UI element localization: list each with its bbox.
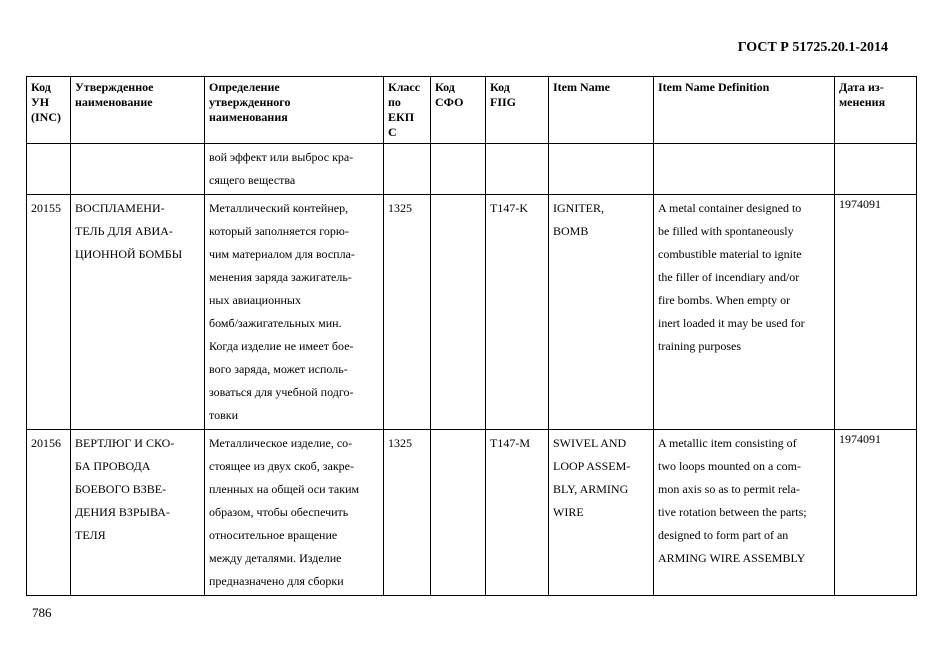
column-header <box>486 77 549 144</box>
cell-line: IGNITER, <box>553 201 604 215</box>
cell-line: two loops mounted on a com- <box>658 459 801 473</box>
cell-item-name <box>549 195 654 430</box>
cell-definition <box>205 195 384 430</box>
cell-line: Дата из- <box>839 80 884 94</box>
cell-line: ТЕЛЬ ДЛЯ АВИА- <box>75 224 173 238</box>
column-header <box>27 77 71 144</box>
cell-fiig <box>486 144 549 195</box>
page-number: 786 <box>32 605 52 620</box>
cell-line: BLY, ARMING <box>553 482 629 496</box>
column-header <box>654 77 835 144</box>
column-header <box>384 77 431 144</box>
cell-line: предназначено для сборки <box>209 574 344 588</box>
cell-line: ВОСПЛАМЕНИ- <box>75 201 165 215</box>
cell-line: FIIG <box>490 95 517 109</box>
column-header <box>71 77 205 144</box>
cell-line: ЦИОННОЙ БОМБЫ <box>75 247 183 261</box>
cell-line: ных авиационных <box>209 293 301 307</box>
cell-item-definition <box>654 430 835 596</box>
cell-definition <box>205 144 384 195</box>
cell-line: Класс <box>388 80 421 94</box>
cell-line: чим материалом для воспла- <box>209 247 355 261</box>
document-code: ГОСТ Р 51725.20.1-2014 <box>737 40 888 55</box>
cell-line: A metallic item consisting of <box>658 436 797 450</box>
cell-sfo <box>431 195 486 430</box>
cell-line: ВЕРТЛЮГ И СКО- <box>75 436 175 450</box>
cell-line: бомб/зажигательных мин. <box>209 316 342 330</box>
cell-line: combustible material to ignite <box>658 247 802 261</box>
cell-line: be filled with spontaneously <box>658 224 794 238</box>
cell-line: ARMING WIRE ASSEMBLY <box>658 551 806 565</box>
cell-class: 1325 <box>384 430 431 596</box>
table-row <box>27 195 917 430</box>
cell-line: SWIVEL AND <box>553 436 627 450</box>
cell-line: A metal container designed to <box>658 201 802 215</box>
cell-line: fire bombs. When empty or <box>658 293 791 307</box>
cell-date: 1974091 <box>835 195 917 430</box>
cell-line: Код <box>435 80 455 94</box>
cell-definition <box>205 430 384 596</box>
cell-line: наименование <box>75 95 153 109</box>
cell-line: УН <box>31 95 50 109</box>
cell-fiig: T147-M <box>486 430 549 596</box>
cell-line: Утвержденное <box>75 80 154 94</box>
cell-line: BOMB <box>553 224 589 238</box>
cell-line: СФО <box>435 95 464 109</box>
cell-line: образом, чтобы обеспечить <box>209 505 349 519</box>
column-header <box>431 77 486 144</box>
cell-sfo <box>431 144 486 195</box>
cell-line: designed to form part of an <box>658 528 789 542</box>
cell-line: по <box>388 95 401 109</box>
cell-class: 1325 <box>384 195 431 430</box>
catalog-table <box>26 76 917 596</box>
cell-line: mon axis so as to permit rela- <box>658 482 800 496</box>
cell-inc: 20156 <box>27 430 71 596</box>
cell-item-definition <box>654 195 835 430</box>
cell-item-name <box>549 430 654 596</box>
cell-line: менения <box>839 95 886 109</box>
cell-line: (INC) <box>31 110 61 124</box>
cell-line: менения заряда зажигатель- <box>209 270 352 284</box>
cell-inc <box>27 144 71 195</box>
cell-line: стоящее из двух скоб, закре- <box>209 459 354 473</box>
cell-inc: 20155 <box>27 195 71 430</box>
cell-line: Код <box>490 80 510 94</box>
cell-date: 1974091 <box>835 430 917 596</box>
continuation-row <box>27 144 917 195</box>
cell-line: Определение <box>209 80 280 94</box>
cell-line: вой эффект или выброс кра- <box>209 150 354 164</box>
cell-line: зоваться для учебной подго- <box>209 385 354 399</box>
cell-line: ТЕЛЯ <box>75 528 106 542</box>
cell-line: tive rotation between the parts; <box>658 505 807 519</box>
cell-line: товки <box>209 408 239 422</box>
table-header-row <box>27 77 917 144</box>
cell-line: вого заряда, может исполь- <box>209 362 348 376</box>
cell-line: LOOP ASSEM- <box>553 459 631 473</box>
cell-name <box>71 430 205 596</box>
cell-line: Item Name <box>553 80 610 94</box>
cell-line: Металлическое изделие, со- <box>209 436 353 450</box>
cell-line: БА ПРОВОДА <box>75 459 151 473</box>
cell-line: между деталями. Изделие <box>209 551 342 565</box>
cell-line: Металлический контейнер, <box>209 201 349 215</box>
cell-line: training purposes <box>658 339 741 353</box>
cell-line: который заполняется горю- <box>209 224 349 238</box>
cell-fiig: T147-K <box>486 195 549 430</box>
column-header <box>549 77 654 144</box>
cell-line: пленных на общей оси таким <box>209 482 360 496</box>
column-header <box>835 77 917 144</box>
column-header <box>205 77 384 144</box>
cell-item-name <box>549 144 654 195</box>
cell-line: the filler of incendiary and/or <box>658 270 800 284</box>
cell-line: БОЕВОГО ВЗВЕ- <box>75 482 167 496</box>
cell-name <box>71 195 205 430</box>
cell-line: Item Name Definition <box>658 80 770 94</box>
cell-class <box>384 144 431 195</box>
cell-item-definition <box>654 144 835 195</box>
cell-line: утвержденного <box>209 95 291 109</box>
cell-line: inert loaded it may be used for <box>658 316 805 330</box>
cell-name <box>71 144 205 195</box>
cell-line: ЕКП <box>388 110 415 124</box>
cell-date <box>835 144 917 195</box>
cell-line: С <box>388 125 397 139</box>
cell-line: ДЕНИЯ ВЗРЫВА- <box>75 505 170 519</box>
cell-line: относительное вращение <box>209 528 338 542</box>
cell-line: Когда изделие не имеет бое- <box>209 339 354 353</box>
table-row <box>27 430 917 596</box>
cell-line: WIRE <box>553 505 584 519</box>
cell-line: сящего вещества <box>209 173 296 187</box>
cell-line: Код <box>31 80 51 94</box>
cell-sfo <box>431 430 486 596</box>
cell-line: наименования <box>209 110 288 124</box>
